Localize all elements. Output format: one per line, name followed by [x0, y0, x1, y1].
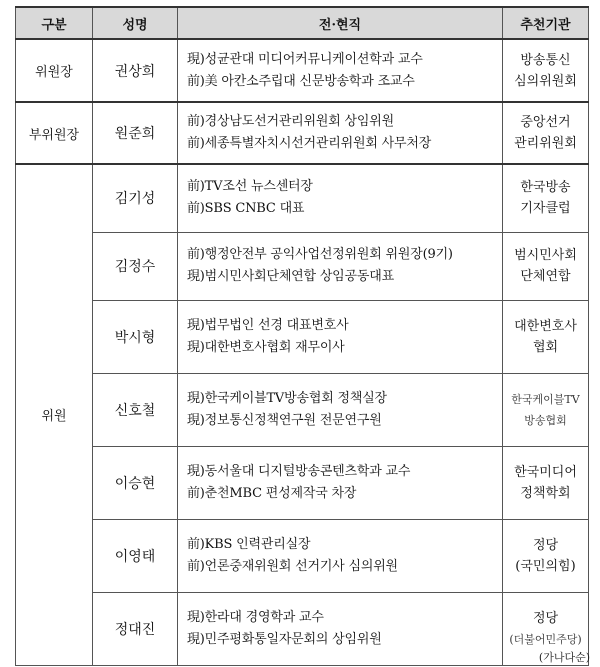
member-name: 김정수: [93, 232, 178, 300]
member-career: [178, 592, 503, 665]
member-career: [178, 39, 503, 102]
recommender-line: 정당: [532, 610, 559, 626]
committee-table: [15, 6, 589, 666]
recommender-line: 중앙선거: [520, 115, 571, 130]
footnote-order: (가나다순): [538, 651, 590, 664]
recommender-line: 관리위원회: [514, 136, 577, 151]
career-line: 現)성균관대 미디어커뮤니케이션학과 교수: [187, 51, 423, 67]
career-line: 現)법무법인 선경 대표변호사: [187, 317, 349, 333]
member-career: [178, 232, 503, 300]
career-line: 現)동서울대 디지털방송콘텐츠학과 교수: [187, 463, 411, 479]
table-row: [16, 102, 589, 164]
header-row: [16, 7, 589, 39]
career-line: 前)경상남도선거관리위원회 상임위원: [187, 114, 394, 129]
recommender: [503, 519, 589, 592]
recommender: [503, 164, 589, 232]
career-line: 現)대한변호사협회 재무이사: [187, 339, 345, 355]
recommender-line: 방송통신: [520, 52, 571, 68]
role-chair: 위원장: [16, 39, 93, 102]
career-line: 前)행정안전부 공익사업선정위원회 위원장(9기): [187, 247, 453, 262]
member-career: [178, 446, 503, 519]
recommender-line: 한국케이블TV: [511, 392, 580, 406]
recommender: [503, 232, 589, 300]
recommender-line: 대한변호사: [514, 318, 577, 334]
table-row: [16, 39, 589, 102]
member-career: [178, 373, 503, 446]
committee-table-container: [15, 6, 588, 666]
member-name: 이영태: [93, 519, 178, 592]
recommender-line: (국민의힘): [515, 558, 576, 574]
recommender: [503, 39, 589, 102]
career-line: 現)한라대 경영학과 교수: [187, 609, 324, 625]
table-row: [16, 232, 589, 300]
member-career: [178, 300, 503, 373]
recommender-line: 심의위원회: [514, 73, 577, 89]
table-row: [16, 446, 589, 519]
career-line: 前)美 아칸소주립대 신문방송학과 조교수: [187, 73, 415, 89]
member-name: 김기성: [93, 164, 178, 232]
member-name: 권상희: [93, 39, 178, 102]
career-line: 前)SBS CNBC 대표: [187, 201, 305, 217]
table-row: [16, 519, 589, 592]
table-row: [16, 373, 589, 446]
career-line: 現)정보통신정책연구원 전문연구원: [187, 412, 382, 428]
recommender-line: 기자클럽: [520, 201, 571, 217]
recommender: [503, 300, 589, 373]
member-name: 신호철: [93, 373, 178, 446]
recommender: [503, 446, 589, 519]
member-name: 원준희: [93, 102, 178, 164]
header-gubun: 구분: [16, 7, 93, 39]
recommender-line: 방송협회: [524, 413, 567, 427]
career-line: 前)KBS 인력관리실장: [187, 536, 311, 552]
career-line: 前)춘천MBC 편성제작국 차장: [187, 485, 357, 501]
recommender: [503, 373, 589, 446]
career-line: 前)TV조선 뉴스센터장: [187, 179, 313, 195]
table-row: [16, 592, 589, 665]
header-career: 전·현직: [178, 7, 503, 39]
member-career: [178, 102, 503, 164]
recommender-line: 범시민사회: [514, 248, 577, 263]
role-vice-chair: 부위원장: [16, 102, 93, 164]
recommender-line: (더불어민주당): [509, 632, 582, 646]
career-line: 現)민주평화통일자문회의 상임위원: [187, 631, 382, 647]
recommender-line: 정당: [532, 537, 559, 553]
career-line: 前)세종특별자치시선거관리위원회 사무처장: [187, 136, 432, 151]
role-member: 위원: [16, 164, 93, 665]
career-line: 前)언론중재위원회 선거기사 심의위원: [187, 558, 398, 574]
recommender-line: 정책학회: [520, 485, 571, 501]
member-name: 박시형: [93, 300, 178, 373]
header-name: 성명: [93, 7, 178, 39]
member-career: [178, 519, 503, 592]
recommender-line: 한국미디어: [514, 464, 577, 480]
table-row: [16, 300, 589, 373]
header-recommender: 추천기관: [503, 7, 589, 39]
member-career: [178, 164, 503, 232]
member-name: 이승현: [93, 446, 178, 519]
career-line: 現)범시민사회단체연합 상임공동대표: [187, 269, 394, 284]
recommender: [503, 102, 589, 164]
member-name: 정대진: [93, 592, 178, 665]
career-line: 現)한국케이블TV방송협회 정책실장: [187, 390, 387, 406]
table-row: [16, 164, 589, 232]
recommender-line: 협회: [532, 339, 559, 355]
recommender-line: 단체연합: [520, 269, 571, 284]
recommender-line: 한국방송: [520, 180, 571, 196]
